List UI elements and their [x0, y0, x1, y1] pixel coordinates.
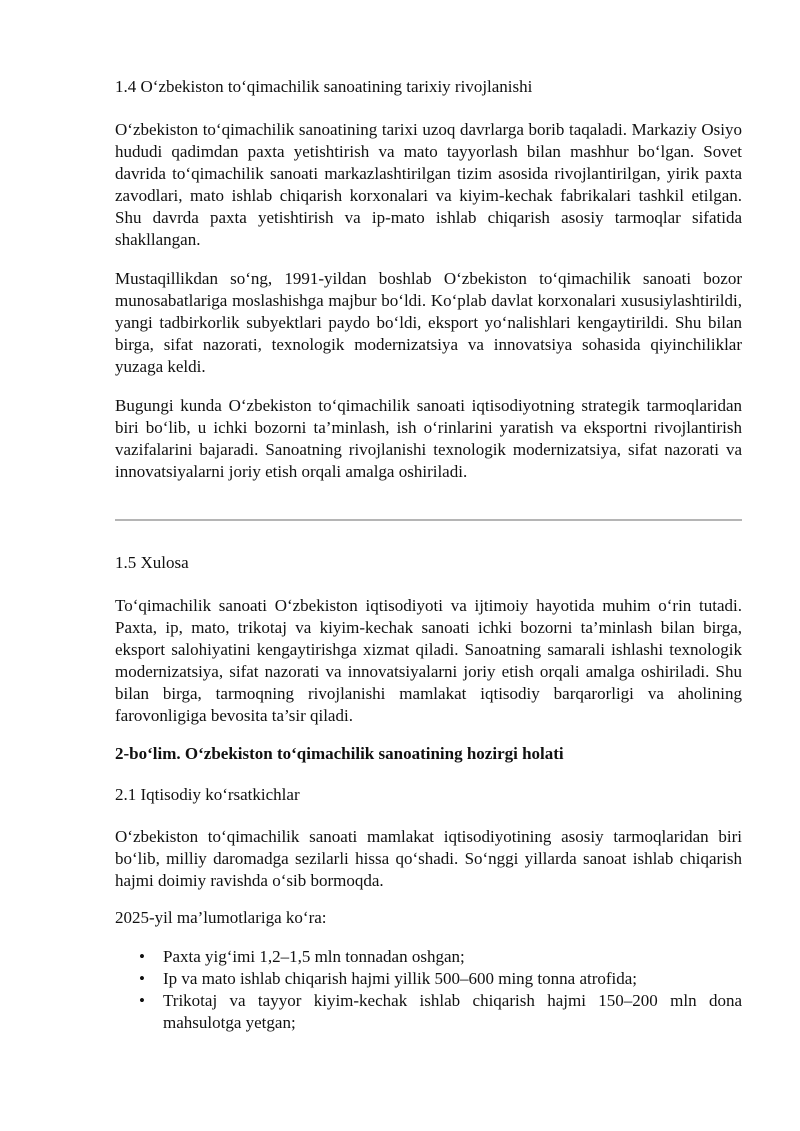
section-1-4-paragraph-3: Bugungi kunda O‘zbekiston to‘qimachilik sanoati iqtisodiyotning strategik tarmoqlaridan biri bo‘lib, u ichki bozorni ta’minlash, ish o‘rinlarini yaratish va eksportni rivojlantirish vazifalarini bajaradi. Sanoatning rivojlanishi texnologik modernizatsiya, sifat nazorati va innovatsiyalarni joriy etish orqali amalga oshiriladi.	[115, 396, 742, 481]
bullet-icon: •	[139, 947, 145, 966]
section-2-1-paragraph: O‘zbekiston to‘qimachilik sanoati mamlakat iqtisodiyotining asosiy tarmoqlaridan biri bo‘lib, milliy daromadga sezilarli hissa qo‘shadi. So‘nggi yillarda sanoat ishlab chiqarish hajmi doimiy ravishda o‘sib bormoqda.	[115, 827, 742, 890]
list-item	[115, 990, 742, 1034]
list-item	[115, 968, 742, 990]
section-1-5-paragraph: To‘qimachilik sanoati O‘zbekiston iqtisodiyoti va ijtimoiy hayotida muhim o‘rin tutadi. Paxta, ip, mato, trikotaj va kiyim-kechak sanoati ichki bozorni ta’minlash bilan birga, eksport salohiyatini kengaytirishga xizmat qiladi. Sanoatning samarali ishlashi texnologik modernizatsiya, sifat nazorati va innovatsiyalarni joriy etish orqali amalga oshiriladi. Shu bilan birga, tarmoqning rivojlanishi mamlakat iqtisodiy barqarorligi va aholining farovonligiga bevosita ta’sir qiladi.	[115, 596, 742, 725]
indicators-list	[115, 946, 742, 1034]
section-1-4-heading: 1.4 O‘zbekiston to‘qimachilik sanoatining tarixiy rivojlanishi	[115, 77, 533, 96]
section-1-4-paragraph-2: Mustaqillikdan so‘ng, 1991-yildan boshlab O‘zbekiston to‘qimachilik sanoati bozor munosabatlariga moslashishga majbur bo‘ldi. Ko‘plab davlat korxonalari xususiylashtirildi, yangi tadbirkorlik subyektlari paydo bo‘ldi, eksport yo‘nalishlari kengaytirildi. Shu bilan birga, sifat nazorati, texnologik modernizatsiya va innovatsiya sohasida qiyinchiliklar yuzaga keldi.	[115, 269, 742, 376]
list-item	[115, 946, 742, 968]
section-2-1-heading: 2.1 Iqtisodiy ko‘rsatkichlar	[115, 785, 300, 804]
section-divider	[115, 519, 742, 521]
bullet-icon: •	[139, 969, 145, 988]
section-1-5-heading: 1.5 Xulosa	[115, 553, 189, 572]
section-2-1-intro: 2025-yil ma’lumotlariga ko‘ra:	[115, 908, 327, 927]
list-item-text: Paxta yig‘imi 1,2–1,5 mln tonnadan oshgan;	[163, 947, 465, 966]
part-2-title: 2-bo‘lim. O‘zbekiston to‘qimachilik sanoatining hozirgi holati	[115, 744, 564, 763]
list-item-text: Trikotaj va tayyor kiyim-kechak ishlab chiqarish hajmi 150–200 mln dona mahsulotga yetgan;	[163, 991, 742, 1032]
section-1-4-paragraph-1: O‘zbekiston to‘qimachilik sanoatining tarixi uzoq davrlarga borib taqaladi. Markaziy Osiyo hududi qadimdan paxta yetishtirish va mato tayyorlash bilan mashhur bo‘lgan. Sovet davrida to‘qimachilik sanoati markazlashtirilgan tizim asosida rivojlantirilgan, yirik paxta zavodlari, mato ishlab chiqarish korxonalari va kiyim-kechak fabrikalari tashkil etilgan. Shu davrda paxta yetishtirish va ip-mato ishlab chiqarish asosiy tarmoqlar sifatida shakllangan.	[115, 120, 742, 249]
bullet-icon: •	[139, 991, 145, 1010]
list-item-text: Ip va mato ishlab chiqarish hajmi yillik 500–600 ming tonna atrofida;	[163, 969, 638, 988]
